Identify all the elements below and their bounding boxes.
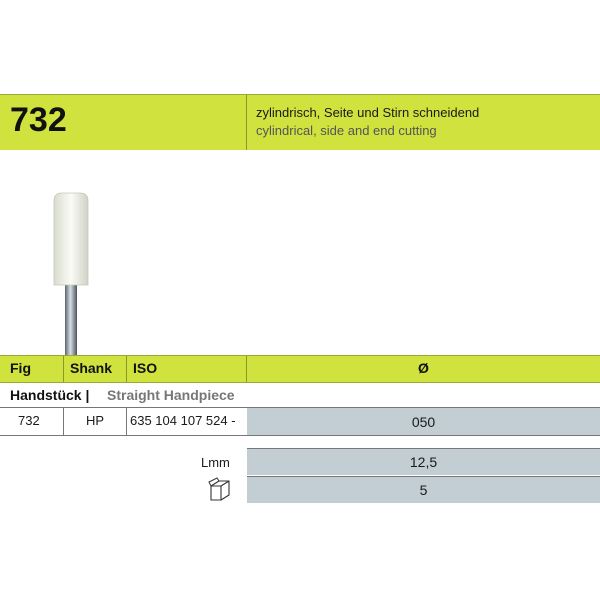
bur-tool-image bbox=[40, 189, 110, 355]
section-label-english: Straight Handpiece bbox=[107, 387, 235, 403]
length-value: 12,5 bbox=[247, 448, 600, 475]
header-separator bbox=[246, 356, 247, 382]
cell-fig: 732 bbox=[18, 413, 40, 428]
cell-separator bbox=[63, 408, 64, 435]
product-code: 732 bbox=[10, 101, 67, 139]
cell-iso: 635 104 107 524 - bbox=[130, 413, 236, 428]
section-label-german: Handstück | bbox=[10, 387, 90, 403]
product-header bbox=[0, 94, 600, 150]
description-english: cylindrical, side and end cutting bbox=[256, 123, 437, 138]
description-german: zylindrisch, Seite und Stirn schneidend bbox=[256, 105, 480, 120]
header-shank: Shank bbox=[70, 360, 113, 376]
bur-head bbox=[54, 193, 88, 285]
product-image-area bbox=[0, 149, 600, 355]
header-separator bbox=[126, 356, 127, 382]
table-row bbox=[0, 408, 600, 436]
package-box-icon bbox=[208, 477, 234, 503]
header-diameter: Ø bbox=[418, 360, 429, 376]
header-divider bbox=[246, 95, 247, 150]
section-row-handpiece bbox=[0, 383, 600, 408]
cell-separator bbox=[126, 408, 127, 435]
cell-shank: HP bbox=[86, 413, 105, 428]
package-quantity-value: 5 bbox=[247, 476, 600, 503]
header-iso: ISO bbox=[133, 360, 158, 376]
table-header bbox=[0, 355, 600, 383]
header-separator bbox=[63, 356, 64, 382]
header-fig: Fig bbox=[10, 360, 31, 376]
length-label: Lmm bbox=[201, 455, 230, 470]
cell-diameter: 050 bbox=[247, 408, 600, 435]
